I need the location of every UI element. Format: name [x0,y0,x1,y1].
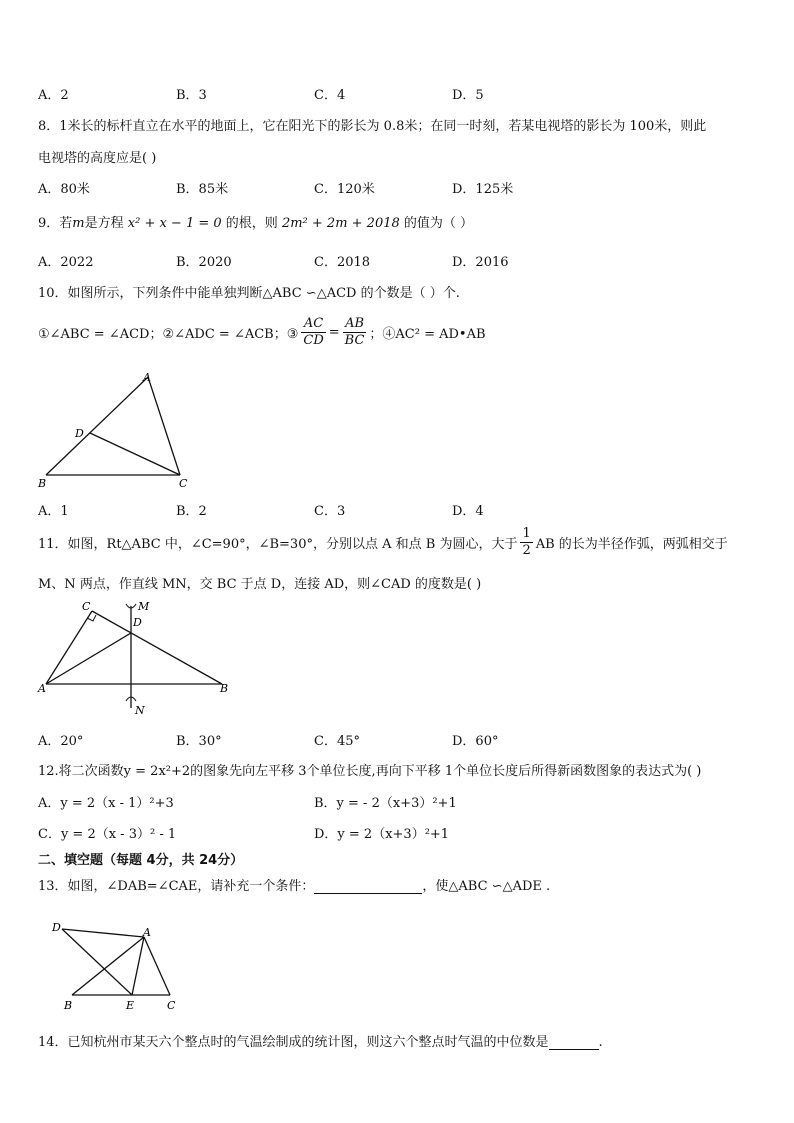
question-11-line2: M、N 两点，作直线 MN，交 BC 于点 D，连接 AD，则∠CAD 的度数是( ) [38,577,482,592]
point-c-label: C [167,999,176,1012]
q13-pre: 13．如图，∠DAB=∠CAE，请补充一个条件： [38,879,315,894]
segment-ab [46,377,148,475]
q9-options [38,251,738,269]
q11-options [38,730,738,748]
q9-m: m [72,216,85,231]
segment-ac [144,937,170,995]
option-a: A．2022 [38,255,94,270]
option-c: C．4 [314,88,346,103]
q7-options [38,84,738,102]
point-n-label: N [135,704,145,717]
q10-frac-2 [343,316,367,349]
option-b: B．85米 [176,182,229,197]
question-8-line2: 电视塔的高度应是( ) [38,151,157,166]
question-11-line1 [38,526,728,559]
segment-ac [46,611,92,684]
point-d-label: D [133,616,142,629]
question-10: 10．如图所示，下列条件中能单独判断△ABC ∽△ACD 的个数是（ ）个. [38,286,460,301]
option-b: B．2 [176,504,207,519]
option-d: D．125米 [452,182,514,197]
option-d: D．5 [452,88,484,103]
option-a: A．80米 [38,182,90,197]
option-c: C．y = 2（x - 3）² - 1 [38,827,177,842]
point-e-label: E [126,999,135,1012]
option-c: C．3 [314,504,346,519]
q11-line1-b: AB 的长为半径作弧，两弧相交于 [535,537,728,552]
q10-cond-b: ；④AC² = AD•AB [369,327,486,342]
option-c: C．2018 [314,255,371,270]
segment-dc [90,433,180,475]
option-c: C．45° [314,734,360,749]
point-c-label: C [179,477,188,490]
frac-1-denominator: CD [303,333,324,348]
q12-options-row2 [38,823,738,841]
point-a-label: A [143,926,151,939]
answer-blank-13[interactable] [314,879,422,894]
q13-post: ，使△ABC ∽△ADE . [422,879,551,894]
frac-2-numerator: AB [343,316,367,333]
frac-1-numerator: AC [301,316,325,333]
point-b-label: B [220,682,229,695]
point-b-label: B [38,477,47,490]
section-2-title: 二、填空题（每题 4分，共 24分） [38,853,244,868]
point-a-label: A [143,371,151,384]
segment-da [62,929,144,937]
question-9 [38,212,473,231]
q10-options [38,500,738,518]
q13-figure [44,915,194,1015]
option-b: B．2020 [176,255,232,270]
point-c-label: C [82,600,91,613]
question-8-line1: 8．1米长的标杆直立在水平的地面上，它在阳光下的影长为 0.8米；在同一时刻，若某电视塔的影长为 100米，则此 [38,119,707,134]
segment-ad [46,633,131,684]
option-a: A．y = 2（x - 1）²+3 [38,796,174,811]
q10-cond-a: ①∠ABC = ∠ACD；②∠ADC = ∠ACB；③ [38,327,299,342]
option-b: B．3 [176,88,207,103]
question-12: 12.将二次函数y = 2x²+2的图象先向左平移 3个单位长度,再向下平移 1个单位长度后所得新函数图象的表达式为( ) [38,764,702,779]
q12-options-row1 [38,792,738,810]
segment-de [62,929,132,995]
point-b-label: B [64,999,73,1012]
q10-equals: = [328,325,340,340]
q9-pre: 9．若 [38,216,73,231]
q9-post: 的值为（ ） [403,216,474,231]
option-d: D．2016 [452,255,509,270]
q10-frac-1 [301,316,325,349]
segment-ac [148,377,180,475]
option-d: D．y = 2（x+3）²+1 [314,827,450,842]
point-d-label: D [75,427,84,440]
point-a-label: A [38,682,46,695]
option-d: D．4 [452,504,484,519]
q9-mid: 是方程 [84,216,124,231]
q9-mid2: 的根，则 [225,216,278,231]
q9-equation: x² + x − 1 = 0 [127,216,222,231]
q10-conditions [38,316,486,349]
option-b: B．y = - 2（x+3）²+1 [314,796,457,811]
q11-line1-a: 11．如图，Rt△ABC 中，∠C=90°，∠B=30°，分别以点 A 和点 B 为圆心，大于 [38,537,518,552]
q9-expression: 2m² + 2m + 2018 [281,216,400,231]
q10-figure [30,365,200,495]
point-d-label: D [52,921,61,934]
q14-post: . [598,1035,603,1050]
q8-options [38,178,738,196]
question-13 [38,875,550,894]
question-14 [38,1031,603,1050]
q11-half [520,526,532,559]
half-denominator: 2 [522,543,531,558]
option-d: D．60° [452,734,499,749]
option-a: A．1 [38,504,69,519]
half-numerator: 1 [522,526,531,541]
option-a: A．2 [38,88,69,103]
option-a: A．20° [38,734,84,749]
frac-2-denominator: BC [344,333,365,348]
q11-figure [34,598,234,720]
answer-blank-14[interactable] [549,1035,599,1050]
option-c: C．120米 [314,182,375,197]
q14-pre: 14．已知杭州市某天六个整点时的气温绘制成的统计图，则这六个整点时气温的中位数是 [38,1035,549,1050]
segment-cb [92,611,222,684]
option-b: B．30° [176,734,222,749]
point-m-label: M [138,600,150,613]
